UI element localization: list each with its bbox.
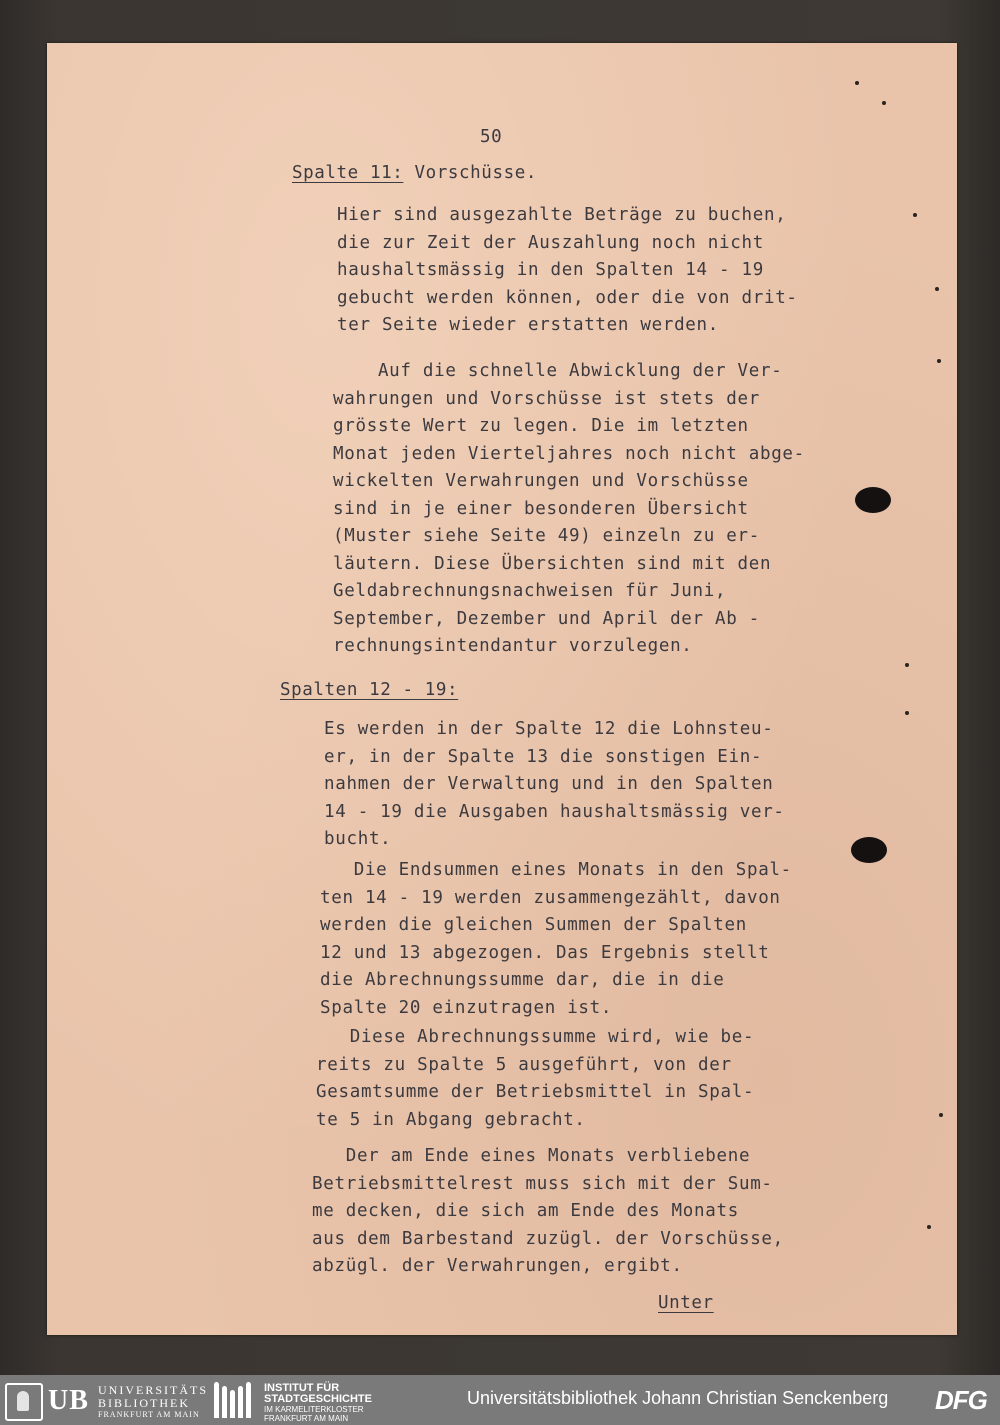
text-line: te 5 in Abgang gebracht. — [316, 1109, 586, 1130]
paper-speck — [927, 1225, 931, 1229]
paper-speck — [939, 1113, 943, 1117]
text-line: Auf die schnelle Abwicklung der Ver- — [333, 361, 783, 381]
text-line: Betriebsmittelrest muss sich mit der Sum- — [312, 1173, 773, 1194]
dfg-logo: DFG — [935, 1385, 987, 1415]
text-line: Diese Abrechnungssumme wird, wie be- — [316, 1027, 755, 1047]
text-line: nahmen der Verwaltung und in den Spalten — [324, 774, 774, 794]
paper-speck — [913, 213, 917, 217]
page-number: 50 — [480, 127, 503, 147]
paragraph-spalten-4 — [312, 1143, 784, 1281]
text-line: Hier sind ausgezahlte Beträge zu buchen, — [337, 205, 787, 225]
text-line: wahrungen und Vorschüsse ist stets der — [333, 388, 760, 409]
section-heading-spalte-11 — [292, 160, 537, 187]
paper-speck — [905, 663, 909, 667]
text-line: aus dem Barbestand zuzügl. der Vorschüsse, — [312, 1228, 784, 1249]
paper-speck — [935, 287, 939, 291]
text-line: September, Dezember und April der Ab - — [333, 608, 760, 629]
paragraph-vorschuesse-2 — [333, 358, 805, 661]
text-line: ter Seite wieder erstatten werden. — [337, 315, 720, 335]
text-line: sind in je einer besonderen Übersicht — [333, 498, 749, 519]
repository-footer — [0, 1375, 1000, 1425]
text-line: grösste Wert zu legen. Die im letzten — [333, 416, 749, 436]
ub-portrait-logo — [5, 1383, 43, 1421]
paragraph-spalten-3 — [316, 1024, 754, 1134]
text-line: Der am Ende eines Monats verbliebene — [312, 1146, 751, 1166]
text-line: bucht. — [324, 829, 392, 849]
text-line: reits zu Spalte 5 ausgeführt, von der — [316, 1054, 732, 1075]
text-line: die Abrechnungssumme dar, die in die — [320, 970, 725, 990]
text-line: werden die gleichen Summen der Spalten — [320, 915, 747, 935]
catchword: Unter — [658, 1293, 714, 1313]
paper-speck — [905, 711, 909, 715]
text-line: läutern. Diese Übersichten sind mit den — [333, 553, 772, 574]
text-line: Es werden in der Spalte 12 die Lohnsteu- — [324, 719, 774, 739]
section-heading-title: Vorschüsse. — [403, 163, 537, 183]
text-line: Die Endsummen eines Monats in den Spal- — [320, 860, 792, 880]
text-line: gebucht werden können, oder die von drit- — [337, 287, 798, 308]
text-line: Gesamtsumme der Betriebsmittel in Spal- — [316, 1082, 755, 1102]
text-line: Spalte 20 einzutragen ist. — [320, 997, 613, 1018]
section-heading-label: Spalte 11: — [292, 163, 404, 183]
text-line: 12 und 13 abgezogen. Das Ergebnis stellt — [320, 942, 770, 963]
library-name: Universitätsbibliothek Johann Christian Senckenberg — [467, 1388, 889, 1408]
ub-line-3: FRANKFURT AM MAIN — [98, 1410, 200, 1419]
ub-line-2: BIBLIOTHEK — [98, 1396, 190, 1410]
text-line: me decken, die sich am Ende des Monats — [312, 1201, 739, 1221]
text-line: er, in der Spalte 13 die sonstigen Ein- — [324, 746, 763, 767]
punch-hole-bottom — [851, 837, 887, 863]
institut-line-1: INSTITUT FÜR — [264, 1382, 340, 1394]
ub-logo-mark: UB — [48, 1385, 89, 1416]
institut-line-4: FRANKFURT AM MAIN — [264, 1414, 349, 1423]
text-line: haushaltsmässig in den Spalten 14 - 19 — [337, 260, 764, 280]
punch-hole-top — [855, 487, 891, 513]
paragraph-vorschuesse-1 — [337, 202, 798, 340]
text-line: wickelten Verwahrungen und Vorschüsse — [333, 471, 749, 491]
text-line: rechnungsintendantur vorzulegen. — [333, 636, 693, 656]
institut-line-3: IM KARMELITERKLOSTER — [264, 1405, 364, 1414]
paragraph-spalten-2 — [320, 857, 792, 1022]
section-heading-spalten-12-19: Spalten 12 - 19: — [280, 680, 459, 700]
institut-line-2: STADTGESCHICHTE — [264, 1393, 372, 1405]
text-line: 14 - 19 die Ausgaben haushaltsmässig ver- — [324, 801, 785, 822]
ub-line-1: UNIVERSITÄTS — [98, 1383, 208, 1397]
text-line: (Muster siehe Seite 49) einzeln zu er- — [333, 526, 760, 546]
paper-speck — [882, 101, 886, 105]
paper-speck — [937, 359, 941, 363]
text-line: ten 14 - 19 werden zusammengezählt, davon — [320, 887, 781, 908]
text-line: Geldabrechnungsnachweisen für Juni, — [333, 581, 727, 601]
institut-arches-logo — [214, 1382, 252, 1418]
text-line: abzügl. der Verwahrungen, ergibt. — [312, 1256, 683, 1276]
text-line: die zur Zeit der Auszahlung noch nicht — [337, 232, 764, 253]
paper-speck — [855, 81, 859, 85]
paragraph-spalten-1 — [324, 716, 785, 854]
text-line: Monat jeden Vierteljahres noch nicht abge- — [333, 443, 805, 464]
